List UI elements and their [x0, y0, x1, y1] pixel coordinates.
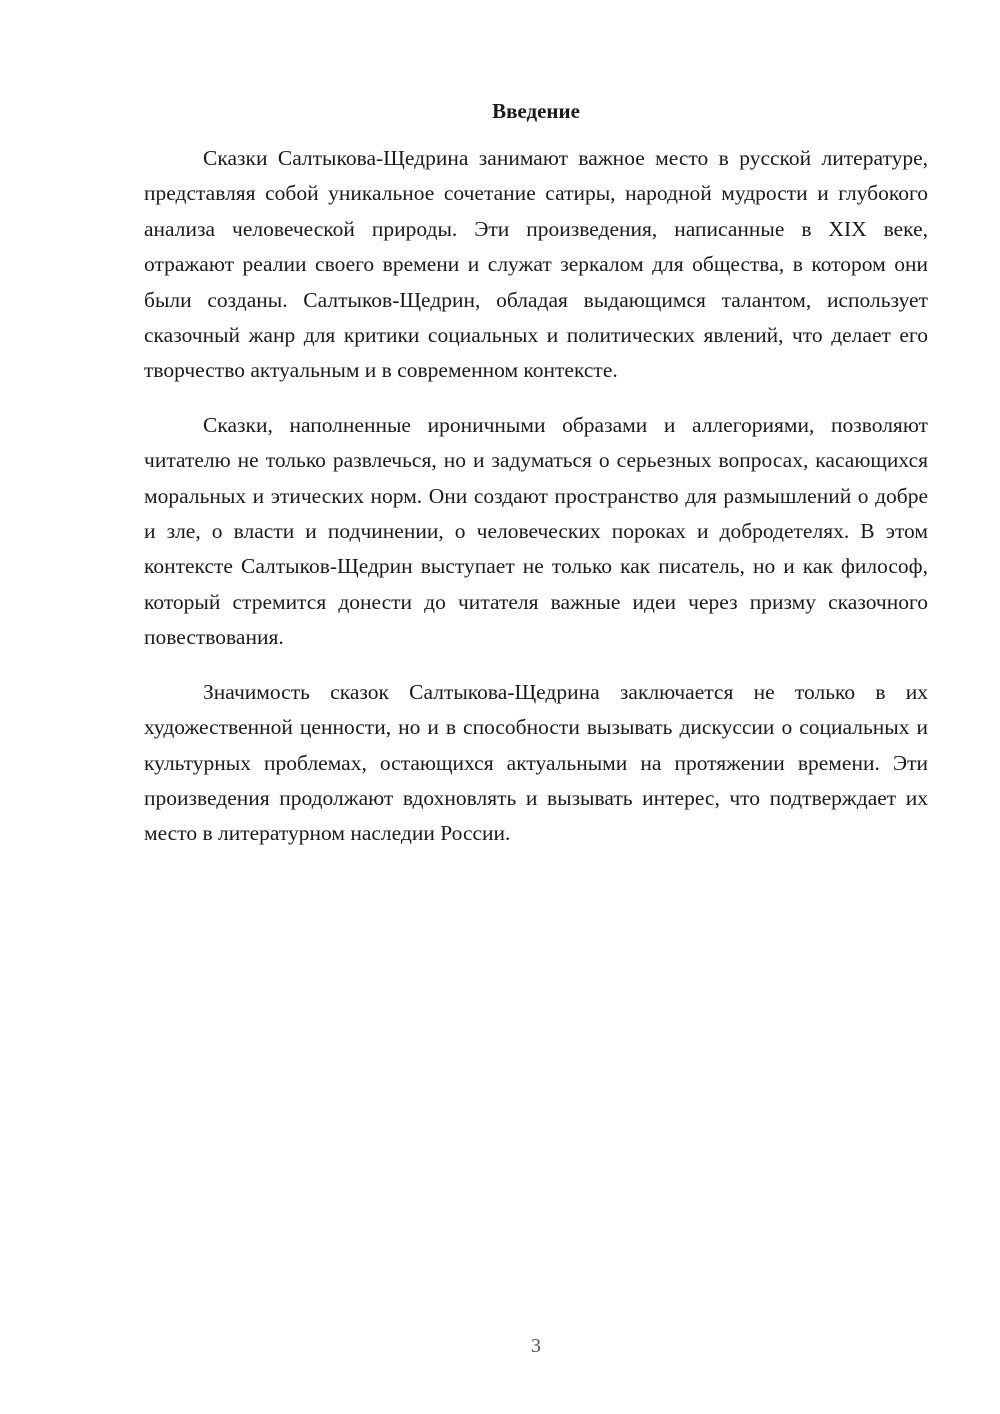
section-title: Введение: [492, 99, 580, 123]
page-number: 3: [531, 1335, 541, 1357]
paragraph-1: Сказки Салтыкова-Щедрина занимают важное место в русской литературе, представляя собой уникальное сочетание сатиры, народной мудрости и глубокого анализа человеческой природы. Эти произведения, написанные в XIX веке, отражают реалии своего времени и служат зеркалом для общества, в котором они были созданы. Салтыков-Щедрин, обладая выдающимся талантом, использует сказочный жанр для критики социальных и политических явлений, что делает его творчество актуальным и в современном контексте.: [144, 146, 928, 383]
paragraph-2: Сказки, наполненные ироничными образами и аллегориями, позволяют читателю не только развлечься, но и задуматься о серьезных вопросах, касающихся моральных и этических норм. Они создают пространство для размышлений о добре и зле, о власти и подчинении, о человеческих пороках и добродетелях. В этом контексте Салтыков-Щедрин выступает не только как писатель, но и как философ, который стремится донести до читателя важные идеи через призму сказочного повествования.: [144, 412, 928, 650]
body-text: [144, 141, 928, 871]
paragraph-3: Значимость сказок Салтыкова-Щедрина заключается не только в их художественной ценности, но и в способности вызывать дискуссии о социальных и культурных проблемах, остающихся актуальными на протяжении времени. Эти произведения продолжают вдохновлять и вызывать интерес, что подтверждает их место в литературном наследии России.: [144, 679, 928, 846]
